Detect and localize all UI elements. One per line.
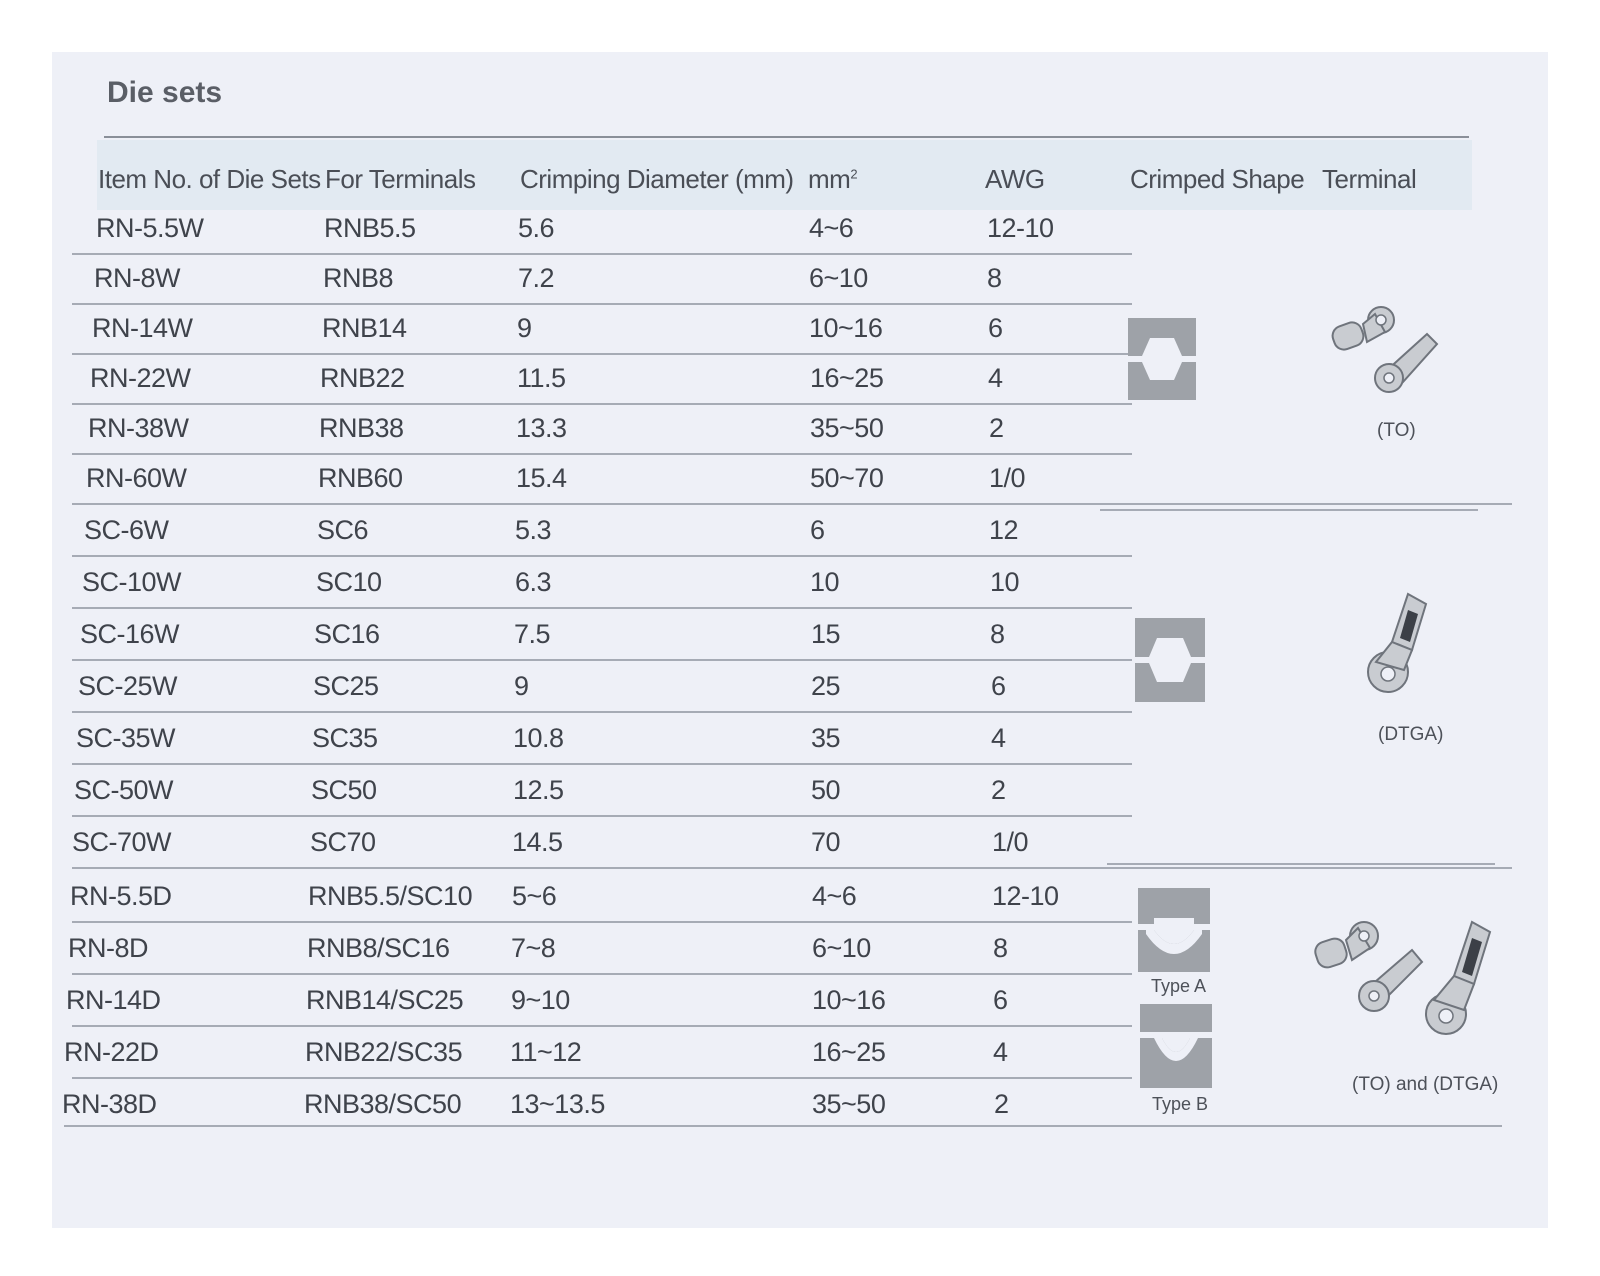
header-crimping-diameter: Crimping Diameter (mm): [520, 164, 794, 194]
cable-lug-icon: [1364, 590, 1439, 700]
cell-item-no: SC-70W: [72, 827, 172, 857]
cell-mm2: 25: [811, 671, 841, 701]
cell-for-terminals: SC10: [316, 567, 382, 597]
cell-mm2: 4~6: [809, 213, 854, 243]
cell-for-terminals: SC35: [312, 723, 378, 753]
table-row: [52, 870, 1132, 923]
header-terminal: Terminal: [1322, 164, 1417, 194]
table-row: [52, 556, 1132, 609]
cell-mm2: 16~25: [812, 1037, 886, 1067]
cell-item-no: RN-14W: [92, 313, 193, 343]
cell-awg: 8: [987, 263, 1002, 293]
group-separator-1: [1100, 509, 1478, 511]
type-b-label: Type B: [1152, 1094, 1209, 1114]
cell-awg: 8: [993, 933, 1008, 963]
ring-terminal-icon: [1327, 302, 1452, 397]
cell-for-terminals: SC6: [317, 515, 369, 545]
cell-awg: 1/0: [989, 463, 1026, 493]
cell-mm2: 6~10: [812, 933, 871, 963]
cell-awg: 6: [993, 985, 1008, 1015]
table-row: [52, 504, 1132, 557]
cell-crimping-diameter: 9: [514, 671, 529, 701]
cell-mm2: 35~50: [810, 413, 884, 443]
page-title: Die sets: [107, 76, 223, 109]
to-and-dtga-label: (TO) and (DTGA): [1352, 1074, 1499, 1095]
cell-crimping-diameter: 12.5: [513, 775, 564, 805]
cell-awg: 6: [988, 313, 1003, 343]
cell-awg: 12-10: [987, 213, 1054, 243]
cell-crimping-diameter: 5.6: [518, 213, 555, 243]
cell-item-no: RN-5.5D: [70, 881, 172, 911]
cell-awg: 10: [990, 567, 1020, 597]
table-bottom-rule: [64, 1125, 1502, 1127]
cell-awg: 12-10: [992, 881, 1059, 911]
cell-mm2: 15: [811, 619, 841, 649]
table-row: [52, 202, 1132, 255]
cell-crimping-diameter: 9: [517, 313, 532, 343]
cell-for-terminals: SC50: [311, 775, 377, 805]
cell-crimping-diameter: 13~13.5: [510, 1089, 605, 1119]
cell-awg: 1/0: [992, 827, 1029, 857]
cell-for-terminals: RNB22/SC35: [305, 1037, 463, 1067]
hex-die-shape-icon: [1128, 318, 1196, 400]
table-row: [52, 922, 1132, 975]
cell-awg: 2: [994, 1089, 1009, 1119]
cell-crimping-diameter: 7~8: [511, 933, 556, 963]
row-divider: [72, 867, 1512, 869]
cell-item-no: RN-38D: [62, 1089, 157, 1119]
cell-item-no: RN-14D: [66, 985, 161, 1015]
cell-mm2: 50~70: [810, 463, 884, 493]
cell-item-no: SC-6W: [84, 515, 169, 545]
header-mm2-sup: 2: [850, 166, 858, 182]
cell-crimping-diameter: 15.4: [516, 463, 567, 493]
header-crimped-shape: Crimped Shape: [1130, 164, 1305, 194]
cell-crimping-diameter: 7.2: [518, 263, 555, 293]
cell-for-terminals: RNB38: [319, 413, 404, 443]
cell-for-terminals: SC70: [310, 827, 376, 857]
table-row: [52, 402, 1132, 455]
cell-item-no: RN-8D: [68, 933, 149, 963]
cell-for-terminals: RNB8: [323, 263, 394, 293]
table-row: [52, 1026, 1132, 1079]
cell-awg: 4: [988, 363, 1003, 393]
ring-and-lug-terminal-icon: [1312, 914, 1502, 1039]
cell-for-terminals: SC25: [313, 671, 379, 701]
table-row: [52, 764, 1132, 817]
cell-for-terminals: RNB5.5: [324, 213, 416, 243]
cell-crimping-diameter: 5.3: [515, 515, 552, 545]
cell-item-no: RN-8W: [94, 263, 180, 293]
cell-mm2: 4~6: [812, 881, 857, 911]
top-rule: [104, 136, 1469, 138]
header-for-terminals: For Terminals: [325, 164, 476, 194]
table-row: [52, 974, 1132, 1027]
cell-for-terminals: RNB60: [318, 463, 403, 493]
cell-awg: 2: [991, 775, 1006, 805]
cell-mm2: 50: [811, 775, 841, 805]
cell-awg: 6: [991, 671, 1006, 701]
cell-awg: 4: [993, 1037, 1008, 1067]
cell-item-no: SC-50W: [74, 775, 174, 805]
cell-crimping-diameter: 5~6: [512, 881, 557, 911]
table-row: [52, 1078, 1132, 1131]
table-row: [52, 608, 1132, 661]
cell-mm2: 6: [810, 515, 825, 545]
cell-mm2: 10: [810, 567, 840, 597]
cell-mm2: 6~10: [809, 263, 868, 293]
cell-for-terminals: RNB14/SC25: [306, 985, 464, 1015]
cell-crimping-diameter: 11.5: [517, 363, 566, 393]
cell-crimping-diameter: 11~12: [510, 1037, 582, 1067]
cell-crimping-diameter: 14.5: [512, 827, 563, 857]
cell-item-no: SC-25W: [78, 671, 178, 701]
table-row: [52, 452, 1132, 505]
cell-item-no: RN-60W: [86, 463, 187, 493]
cell-for-terminals: SC16: [314, 619, 380, 649]
cell-mm2: 35: [811, 723, 841, 753]
cell-item-no: RN-38W: [88, 413, 189, 443]
cell-item-no: SC-35W: [76, 723, 176, 753]
cell-for-terminals: RNB38/SC50: [304, 1089, 462, 1119]
cell-for-terminals: RNB8/SC16: [307, 933, 450, 963]
cell-crimping-diameter: 7.5: [514, 619, 551, 649]
cell-mm2: 10~16: [809, 313, 883, 343]
cell-crimping-diameter: 10.8: [513, 723, 564, 753]
cell-item-no: SC-10W: [82, 567, 182, 597]
cell-mm2: 16~25: [810, 363, 884, 393]
group-separator-2: [1107, 863, 1495, 865]
table-row: [52, 712, 1132, 765]
table-row: [52, 352, 1132, 405]
cell-awg: 4: [991, 723, 1006, 753]
table-row: [52, 302, 1132, 355]
cell-for-terminals: RNB14: [322, 313, 407, 343]
table-row: [52, 660, 1132, 713]
cell-awg: 2: [989, 413, 1004, 443]
type-a-label: Type A: [1151, 976, 1207, 996]
cell-for-terminals: RNB22: [320, 363, 405, 393]
cell-crimping-diameter: 9~10: [511, 985, 570, 1015]
table-row: [52, 816, 1132, 869]
header-awg: AWG: [985, 164, 1045, 194]
cell-awg: 8: [990, 619, 1005, 649]
cell-item-no: RN-22D: [64, 1037, 159, 1067]
die-sets-sheet: [52, 52, 1548, 1228]
header-mm2: [808, 164, 857, 195]
cell-for-terminals: RNB5.5/SC10: [308, 881, 473, 911]
cell-mm2: 35~50: [812, 1089, 886, 1119]
header-mm2-base: mm: [808, 164, 851, 194]
header-item-no: Item No. of Die Sets: [98, 164, 321, 194]
cell-awg: 12: [989, 515, 1019, 545]
type-a-die-shape-icon: [1138, 888, 1210, 972]
cell-crimping-diameter: 13.3: [516, 413, 567, 443]
cell-crimping-diameter: 6.3: [515, 567, 552, 597]
cell-item-no: SC-16W: [80, 619, 180, 649]
to-label: (TO): [1377, 420, 1416, 441]
dtga-label: (DTGA): [1378, 724, 1444, 745]
cell-item-no: RN-5.5W: [96, 213, 204, 243]
hex-die-shape-icon: [1135, 618, 1205, 702]
type-b-die-shape-icon: [1140, 1004, 1212, 1088]
cell-item-no: RN-22W: [90, 363, 191, 393]
cell-mm2: 10~16: [812, 985, 886, 1015]
cell-mm2: 70: [811, 827, 841, 857]
table-row: [52, 252, 1132, 305]
